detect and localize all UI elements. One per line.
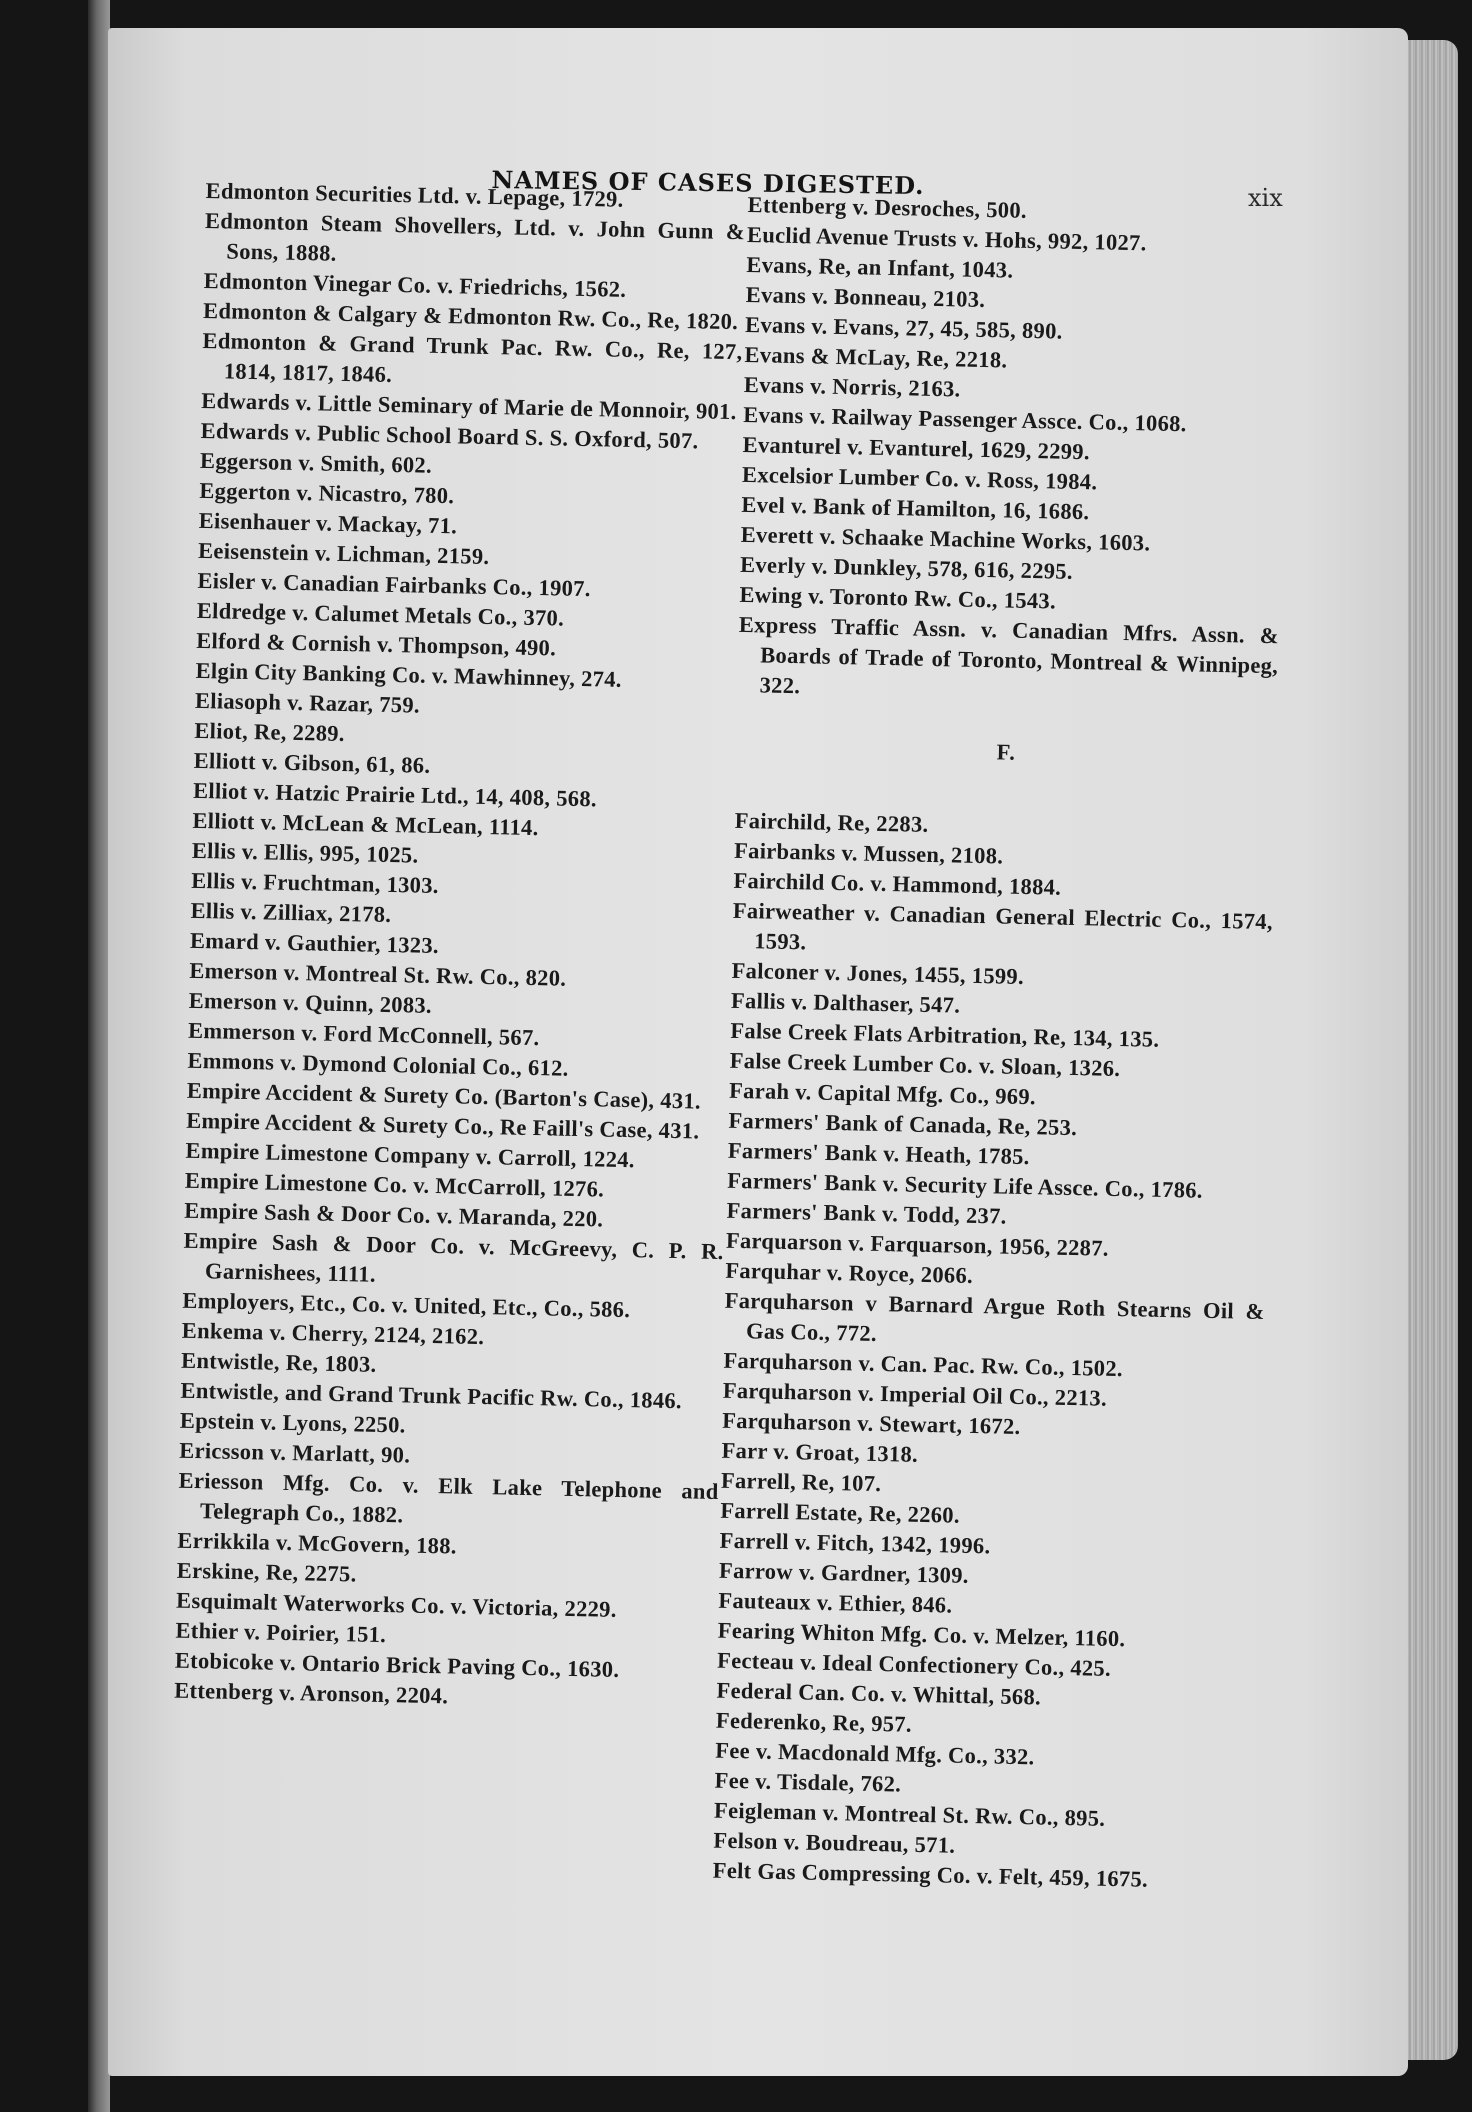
case-entry: Fairbanks v. Mussen, 2108.	[733, 837, 1004, 869]
case-entry: Evans v. Bonneau, 2103.	[745, 281, 986, 312]
right-column	[712, 190, 1287, 1897]
case-entry: Fairchild Co. v. Hammond, 1884.	[733, 867, 1062, 900]
case-entry: Edmonton & Calgary & Edmonton Rw. Co., Re, 1820.	[202, 297, 739, 335]
case-entry: Farquhar v. Royce, 2066.	[725, 1257, 974, 1288]
case-entry: Farmers' Bank of Canada, Re, 253.	[728, 1107, 1078, 1141]
case-entry: Ellis v. Fruchtman, 1303.	[190, 867, 439, 899]
case-entry: Elliot v. Hatzic Prairie Ltd., 14, 408, 568.	[192, 777, 598, 812]
case-entry: Edmonton Steam Shovellers, Ltd. v. John Gunn & Sons, 1888.	[204, 207, 746, 266]
case-entry: Fallis v. Dalthaser, 547.	[730, 987, 961, 1018]
case-entry: Eeisenstein v. Lichman, 2159.	[197, 537, 490, 570]
left-column	[174, 176, 746, 1717]
case-entry: Fairweather v. Canadian General Electric Co., 1574, 1593.	[732, 897, 1274, 955]
case-entry: Entwistle, and Grand Trunk Pacific Rw. Co., 1846.	[180, 1377, 683, 1414]
case-entry: Farrell, Re, 107.	[720, 1467, 882, 1497]
case-entry: Empire Limestone Company v. Carroll, 1224.	[185, 1137, 636, 1173]
case-entry: Empire Sash & Door Co. v. McGreevy, C. P. R. Garnishees, 1111.	[183, 1227, 724, 1287]
case-entry: Farquharson v. Can. Pac. Rw. Co., 1502.	[723, 1347, 1124, 1382]
case-entry: Express Traffic Assn. v. Canadian Mfrs. Assn. & Boards of Trade of Toronto, Montreal & Winnipeg, 322.	[738, 611, 1280, 699]
case-entry: Elford & Cornish v. Thompson, 490.	[196, 627, 557, 661]
page-number: xix	[1248, 184, 1283, 212]
case-entry: False Creek Flats Arbitration, Re, 134, 135.	[730, 1017, 1160, 1052]
case-entry: Farmers' Bank v. Security Life Assce. Co., 1786.	[726, 1167, 1204, 1203]
case-entry: Ericsson v. Marlatt, 90.	[179, 1437, 411, 1468]
case-entry: Eliot, Re, 2289.	[194, 717, 346, 747]
case-entry: Farrell v. Fitch, 1342, 1996.	[719, 1527, 991, 1559]
case-entry: Ettenberg v. Desroches, 500.	[747, 191, 1028, 223]
letter-heading: F.	[996, 739, 1017, 765]
case-entry: Entwistle, Re, 1803.	[180, 1347, 377, 1377]
case-entry: Ethier v. Poirier, 151.	[175, 1617, 387, 1648]
case-entry: Farquharson v. Stewart, 1672.	[721, 1407, 1021, 1439]
case-entry: Edwards v. Public School Board S. S. Oxford, 507.	[200, 417, 699, 454]
case-entry: Fee v. Macdonald Mfg. Co., 332.	[715, 1737, 1035, 1770]
case-entry: Fearing Whiton Mfg. Co. v. Melzer, 1160.	[717, 1617, 1126, 1652]
case-entry: Eliasoph v. Razar, 759.	[194, 687, 421, 718]
case-entry: Emerson v. Montreal St. Rw. Co., 820.	[189, 957, 567, 991]
case-entry: Eldredge v. Calumet Metals Co., 370.	[196, 597, 565, 631]
case-entry: Etobicoke v. Ontario Brick Paving Co., 1630.	[174, 1647, 620, 1682]
case-entry: Edmonton Vinegar Co. v. Friedrichs, 1562.	[203, 267, 627, 302]
case-entry: Falconer v. Jones, 1455, 1599.	[731, 957, 1025, 989]
case-entry: Fairchild, Re, 2283.	[734, 807, 929, 837]
case-entry: Emmons v. Dymond Colonial Co., 612.	[187, 1047, 569, 1081]
case-entry: Farah v. Capital Mfg. Co., 969.	[728, 1077, 1037, 1110]
case-entry: Edwards v. Little Seminary of Marie de Monnoir, 901.	[201, 387, 737, 425]
case-entry: Elgin City Banking Co. v. Mawhinney, 274.	[195, 657, 622, 692]
case-entry: Evans v. Evans, 27, 45, 585, 890.	[744, 311, 1063, 344]
case-entry: Fauteaux v. Ethier, 846.	[718, 1587, 953, 1618]
case-entry: Ellis v. Ellis, 995, 1025.	[191, 837, 419, 868]
running-head: NAMES OF CASES DIGESTED.	[491, 164, 925, 201]
case-entry: Farrell Estate, Re, 2260.	[720, 1497, 961, 1528]
case-entry: Eisenhauer v. Mackay, 71.	[198, 507, 458, 539]
case-entry: Evanturel v. Evanturel, 1629, 2299.	[742, 431, 1091, 465]
case-entry: Euclid Avenue Trusts v. Hohs, 992, 1027.	[746, 221, 1147, 256]
case-entry: Evans, Re, an Infant, 1043.	[746, 251, 1014, 283]
case-entry: Excelsior Lumber Co. v. Ross, 1984.	[741, 461, 1098, 495]
case-entry: False Creek Lumber Co. v. Sloan, 1326.	[729, 1047, 1121, 1081]
case-entry: Empire Accident & Surety Co., Re Faill's Case, 431.	[185, 1107, 700, 1144]
case-entry: Evans v. Railway Passenger Assce. Co., 1068.	[743, 401, 1187, 437]
case-entry: Evel v. Bank of Hamilton, 16, 1686.	[741, 491, 1090, 525]
case-entry: Enkema v. Cherry, 2124, 2162.	[181, 1317, 485, 1350]
case-entry: Everett v. Schaake Machine Works, 1603.	[740, 521, 1151, 556]
case-entry: Errikkila v. McGovern, 188.	[177, 1527, 457, 1559]
case-entry: Farmers' Bank v. Heath, 1785.	[727, 1137, 1030, 1170]
case-entry: Fecteau v. Ideal Confectionery Co., 425.	[716, 1647, 1112, 1681]
case-entry: Federenko, Re, 957.	[715, 1707, 913, 1737]
case-entry: Emard v. Gauthier, 1323.	[189, 927, 440, 959]
case-entry: Elliott v. McLean & McLean, 1114.	[192, 807, 539, 841]
case-entry: Ewing v. Toronto Rw. Co., 1543.	[739, 581, 1057, 614]
case-entry: Eggerson v. Smith, 602.	[199, 447, 433, 478]
case-entry: Eggerton v. Nicastro, 780.	[199, 477, 455, 509]
case-entry: Erskine, Re, 2275.	[176, 1557, 357, 1587]
case-entry: Farmers' Bank v. Todd, 237.	[726, 1197, 1007, 1229]
case-entry: Farquharson v. Imperial Oil Co., 2213.	[722, 1377, 1108, 1411]
case-entry: Empire Limestone Co. v. McCarroll, 1276.	[184, 1167, 605, 1202]
book-gutter	[88, 0, 110, 2112]
case-entry: Emmerson v. Ford McConnell, 567.	[187, 1017, 540, 1051]
case-entry: Farquarson v. Farquarson, 1956, 2287.	[725, 1227, 1110, 1261]
case-entry: Esquimalt Waterworks Co. v. Victoria, 2229.	[175, 1587, 617, 1622]
case-entry: Ellis v. Zilliax, 2178.	[190, 897, 392, 928]
case-entry: Emerson v. Quinn, 2083.	[188, 987, 433, 1018]
book-fore-edge	[1408, 40, 1458, 2060]
case-entry: Farr v. Groat, 1318.	[721, 1437, 919, 1467]
case-entry: Ettenberg v. Aronson, 2204.	[174, 1677, 449, 1709]
case-entry: Feigleman v. Montreal St. Rw. Co., 895.	[713, 1797, 1106, 1831]
case-entry: Felt Gas Compressing Co. v. Felt, 459, 1675.	[712, 1857, 1149, 1892]
case-entry: Edmonton & Grand Trunk Pac. Rw. Co., Re, 127, 1814, 1817, 1846.	[202, 327, 743, 387]
case-entry: Empire Accident & Surety Co. (Barton's Case), 431.	[186, 1077, 702, 1114]
e-entries	[737, 190, 1288, 711]
f-entries	[712, 806, 1274, 1897]
case-entry: Epstein v. Lyons, 2250.	[179, 1407, 406, 1438]
case-entry: Employers, Etc., Co. v. United, Etc., Co., 586.	[182, 1287, 631, 1323]
case-entry: Empire Sash & Door Co. v. Maranda, 220.	[184, 1197, 604, 1232]
page-sheet	[108, 28, 1408, 2076]
case-entry: Eisler v. Canadian Fairbanks Co., 1907.	[197, 567, 591, 602]
case-entry: Felson v. Boudreau, 571.	[713, 1827, 956, 1858]
case-entry: Farquharson v Barnard Argue Roth Stearns Oil & Gas Co., 772.	[724, 1287, 1265, 1346]
case-entry: Evans v. Norris, 2163.	[743, 371, 961, 402]
case-entry: Elliott v. Gibson, 61, 86.	[193, 747, 431, 778]
case-entry: Fee v. Tisdale, 762.	[714, 1767, 902, 1797]
case-entry: Farrow v. Gardner, 1309.	[718, 1557, 969, 1588]
case-entry: Federal Can. Co. v. Whittal, 568.	[716, 1677, 1042, 1710]
case-entry: Evans & McLay, Re, 2218.	[744, 341, 1008, 373]
case-entry: Eriesson Mfg. Co. v. Elk Lake Telephone and Telegraph Co., 1882.	[178, 1467, 719, 1528]
case-entry: Edmonton Securities Ltd. v. Lepage, 1729.	[205, 177, 624, 212]
case-entry: Everly v. Dunkley, 578, 616, 2295.	[739, 551, 1074, 584]
